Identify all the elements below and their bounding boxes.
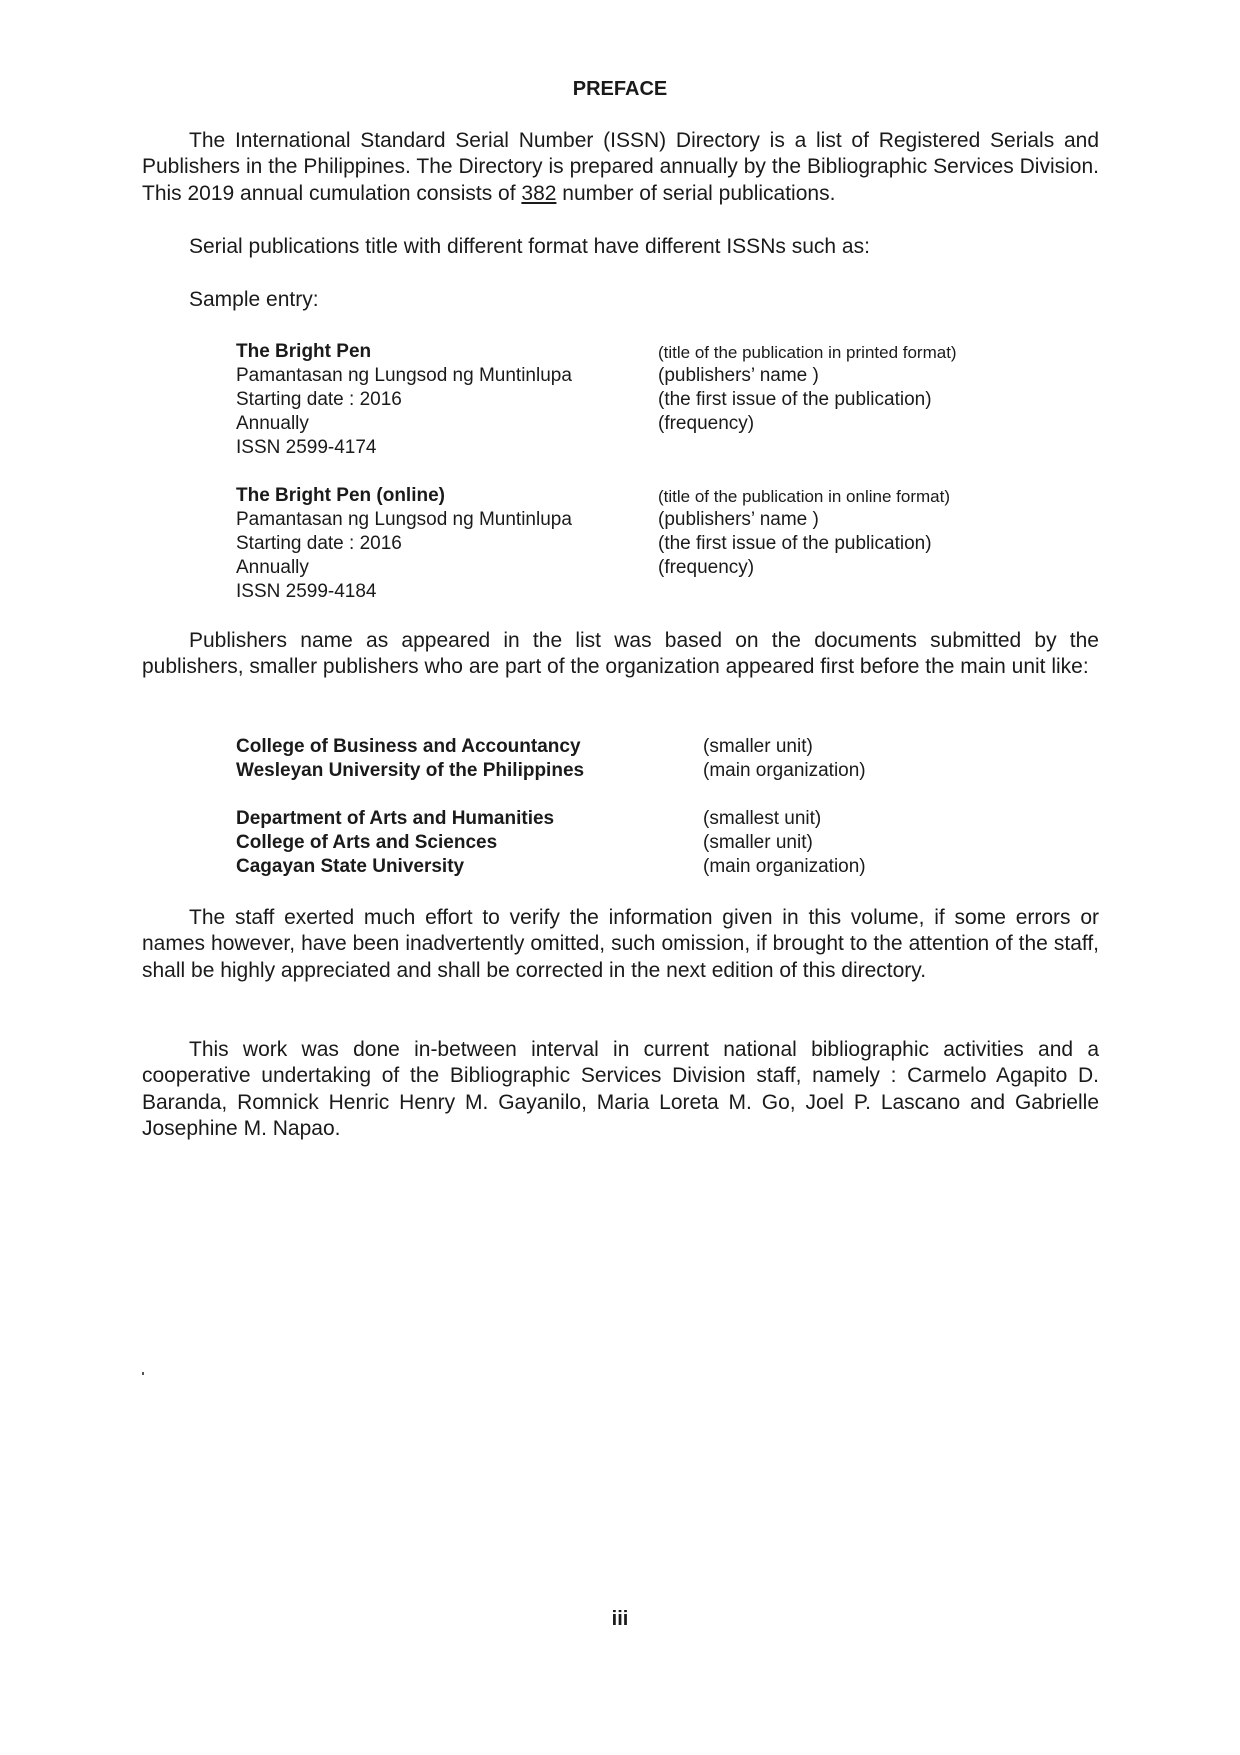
sample-entry-start: Starting date : 2016 xyxy=(236,533,402,554)
stray-mark xyxy=(142,1372,144,1375)
org-unit-note: (smaller unit) xyxy=(703,736,813,757)
page-title: PREFACE xyxy=(572,78,668,100)
sample-entry-title: The Bright Pen (online) xyxy=(236,485,445,506)
errors-paragraph xyxy=(142,905,1099,984)
sample-entry-frequency: Annually xyxy=(236,413,309,434)
sample-entry-issn: ISSN 2599-4184 xyxy=(236,581,377,602)
org-unit-name: College of Arts and Sciences xyxy=(236,832,498,853)
sample-entry-start-note: (the first issue of the publication) xyxy=(658,533,932,554)
page-number: iii xyxy=(611,1608,629,1630)
sample-entry-title-note: (title of the publication in online format) xyxy=(658,487,950,506)
sample-entry-publisher-note: (publishers’ name ) xyxy=(658,365,819,386)
sample-entry-start: Starting date : 2016 xyxy=(236,389,402,410)
org-unit-name: Department of Arts and Humanities xyxy=(236,808,555,829)
org-unit-name: College of Business and Accountancy xyxy=(236,736,581,757)
sample-entry-publisher: Pamantasan ng Lungsod ng Muntinlupa xyxy=(236,509,572,530)
org-unit-name: Cagayan State University xyxy=(236,856,465,877)
credits-paragraph xyxy=(142,1037,1099,1142)
sample-label-paragraph xyxy=(142,287,1099,313)
publishers-paragraph xyxy=(142,628,1099,681)
formats-text: Serial publications title with different format have different ISSNs such as: xyxy=(189,235,870,258)
org-unit-name: Wesleyan University of the Philippines xyxy=(236,760,585,781)
org-unit-note: (smallest unit) xyxy=(703,808,822,829)
org-unit-note: (smaller unit) xyxy=(703,832,813,853)
org-unit-note: (main organization) xyxy=(703,760,866,781)
sample-entry-issn: ISSN 2599-4174 xyxy=(236,437,377,458)
sample-entry-publisher: Pamantasan ng Lungsod ng Muntinlupa xyxy=(236,365,572,386)
formats-paragraph xyxy=(142,234,1099,260)
intro-text: The International Standard Serial Number (ISSN) Directory is a list of Registered Serials and Publishers in the Philippines. The Directory is prepared annually by the Bibliographic Services Division. This 2019 annual cumulation consists of xyxy=(142,129,1099,205)
sample-entry-title: The Bright Pen xyxy=(236,341,372,362)
sample-label: Sample entry: xyxy=(189,288,319,311)
serial-count: 382 xyxy=(521,181,557,205)
org-unit-note: (main organization) xyxy=(703,856,866,877)
sample-entry-frequency: Annually xyxy=(236,557,309,578)
intro-text-end: number of serial publications. xyxy=(556,181,836,205)
sample-entry-title-note: (title of the publication in printed format) xyxy=(658,343,957,362)
errors-text: The staff exerted much effort to verify the information given in this volume, if some errors or names however, have been inadvertently omitted, such omission, if brought to the attention of the staff, shall be highly appreciated and shall be corrected in the next edition of this directory. xyxy=(142,906,1099,982)
sample-entry-start-note: (the first issue of the publication) xyxy=(658,389,932,410)
sample-entry-publisher-note: (publishers’ name ) xyxy=(658,509,819,530)
sample-entry-frequency-note: (frequency) xyxy=(658,413,755,434)
intro-paragraph xyxy=(142,128,1099,207)
publishers-text: Publishers name as appeared in the list was based on the documents submitted by the publishers, smaller publishers who are part of the organization appeared first before the main unit like: xyxy=(142,629,1099,679)
sample-entry-frequency-note: (frequency) xyxy=(658,557,755,578)
credits-text: This work was done in-between interval in current national bibliographic activities and a cooperative undertaking of the Bibliographic Services Division staff, namely : Carmelo Agapito D. Baranda, Romnick Henric Henry M. Gayanilo, Maria Loreta M. Go, Joel P. Lascano and Gabrielle Josephine M. Napao. xyxy=(142,1038,1099,1140)
